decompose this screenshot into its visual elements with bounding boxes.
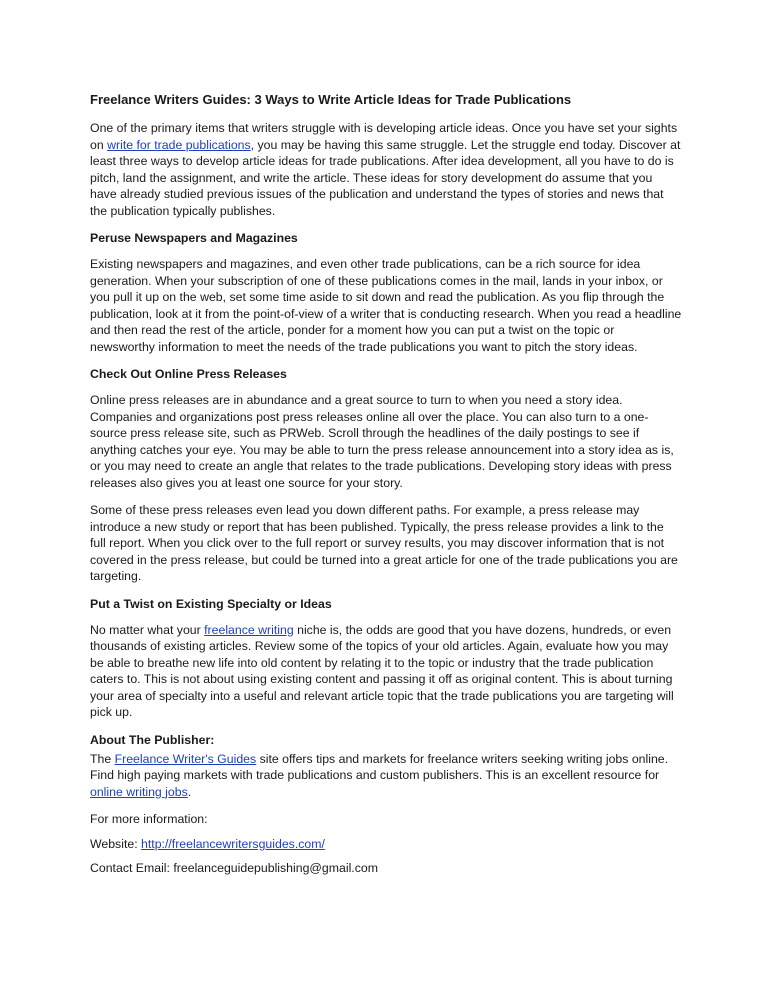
website-line: Website: http://freelancewritersguides.com/ [90,836,325,851]
twist-paragraph: No matter what your freelance writing niche is, the odds are good that you have dozens, hundreds, or even thousands of existing articles. Review some of the topics of your old articles. Again, evaluate how you may be able to breathe new life into old content by relating it to the topic or industry that the trade publication caters to. This is not about using existing content and passing it off as original content. This is about turning your area of specialty into a useful and relevant article topic that the trade publications you are targeting will pick up. [90,622,674,719]
press-releases-paragraph-2: Some of these press releases even lead you down different paths. For example, a press release may introduce a new study or report that has been published. Typically, the press release provides a link to the full report. When you click over to the full report or survey results, you may discover information that is not covered in the press release, but could be turned into a great article for one of the trade publications you are targeting. [90,503,678,583]
website-link[interactable]: http://freelancewritersguides.com/ [141,836,325,851]
freelance-writing-link[interactable]: freelance writing [204,622,294,637]
document-page [90,92,682,885]
more-info-label: For more information: [90,812,208,826]
contact-email-line: Contact Email: freelanceguidepublishing@gmail.com [90,861,378,875]
intro-paragraph: One of the primary items that writers struggle with is developing article ideas. Once you have set your sights on write for trade publications, you may be having this same struggle. Let the struggle end today. Discover at least three ways to develop article ideas for trade publications. After idea development, all you have to do is pitch, land the assignment, and write the article. These ideas for story development do assume that you have already studied previous issues of the publication and understand the types of stories and news that the publication typically publishes. [90,121,681,218]
write-for-trade-publications-link[interactable]: write for trade publications [107,137,251,152]
document-title: Freelance Writers Guides: 3 Ways to Write Article Ideas for Trade Publications [90,92,572,107]
section-heading-press-releases: Check Out Online Press Releases [90,367,287,381]
online-writing-jobs-link[interactable]: online writing jobs [90,784,188,799]
about-publisher-heading: About The Publisher: [90,732,215,747]
section-heading-newspapers: Peruse Newspapers and Magazines [90,231,298,245]
freelance-writers-guides-link[interactable]: Freelance Writer's Guides [114,751,257,766]
about-publisher-paragraph: The Freelance Writer's Guides site offers tips and markets for freelance writers seeking writing jobs online. Find high paying markets with trade publications and custom publishers. This is an excellent resource for online writing jobs. [90,751,669,799]
press-releases-paragraph-1: Online press releases are in abundance and a great source to turn to when you need a story idea. Companies and organizations post press releases online all over the place. You can also turn to a one-source press release site, such as PRWeb. Scroll through the headlines of the daily postings to see if anything catches your eye. You may be able to turn the press release announcement into a story idea as is, or you may need to create an angle that relates to the trade publications. Developing story ideas with press releases also gives you at least one source for your story. [90,393,674,490]
newspapers-paragraph: Existing newspapers and magazines, and even other trade publications, can be a rich source for idea generation. When your subscription of one of these publications comes in the mail, lands in your inbox, or you pull it up on the web, set some time aside to sit down and read the publication. As you flip through the publication, look at it from the point-of-view of a writer that is conducting research. When you read a headline and then read the rest of the article, ponder for a moment how you can put a twist on the topic or newsworthy information to meet the needs of the trade publications you want to pitch the story ideas. [90,257,682,354]
section-heading-twist: Put a Twist on Existing Specialty or Ideas [90,596,332,611]
